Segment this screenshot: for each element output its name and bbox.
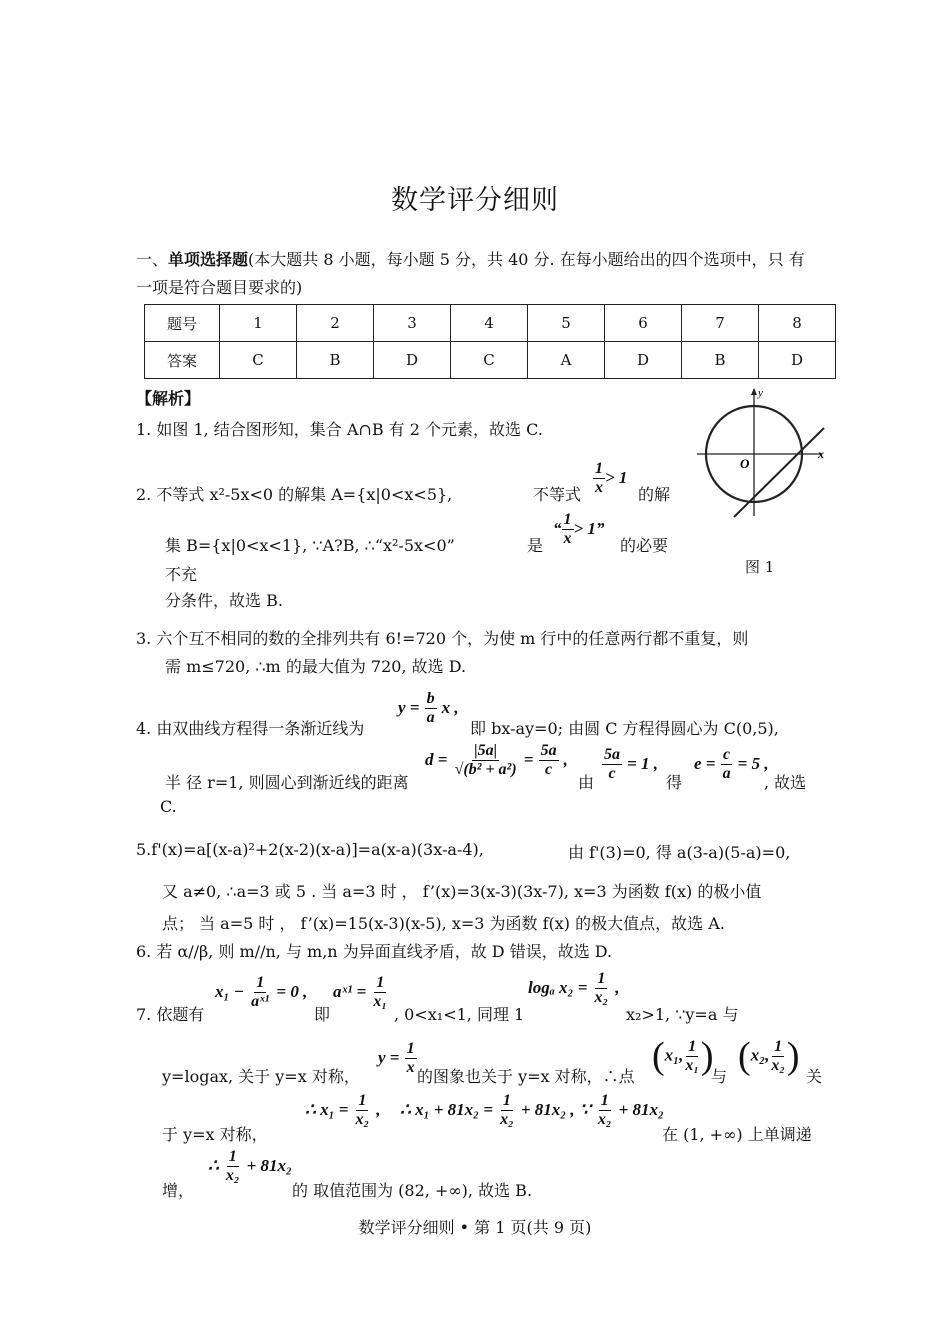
fraction	[453, 742, 519, 779]
denominator: aˣ¹	[251, 993, 270, 1010]
q7-equation-2	[333, 974, 389, 1011]
inequality-tail: > 1	[605, 468, 628, 487]
inequality-tail: > 1	[573, 519, 596, 538]
table-cell: D	[605, 342, 682, 379]
equation-part: ∵	[580, 1100, 591, 1119]
numerator: 1	[376, 974, 385, 991]
fraction	[683, 1038, 701, 1075]
figure-1-diagram	[694, 386, 834, 521]
denominator: x	[563, 530, 572, 547]
section-description: (本大题共 8 小题，每小题 5 分，共 40 分. 在每小题给出的四个选项中，只 有一项是符合题目要求的)	[136, 250, 805, 297]
equation-part: x₁ −	[215, 982, 244, 1001]
question-5-text: 由 f'(3)=0, 得 a(3-a)(5-a)=0,	[568, 843, 791, 862]
q7-equation-4	[378, 1040, 417, 1077]
numerator: 1	[774, 1037, 783, 1055]
page-footer: 数学评分细则 • 第 1 页(共 9 页)	[358, 1218, 592, 1237]
table-cell: 3	[374, 305, 451, 342]
question-2-line-1: 2. 不等式 x²-5x<0 的解集 A={x|0<x<5},	[136, 485, 453, 504]
question-7-text: 7. 依题有	[136, 1005, 205, 1024]
row-label-answer: 答案	[145, 342, 220, 379]
question-2-text: 不等式	[533, 485, 582, 504]
numerator: 1	[502, 1092, 511, 1109]
q7-equation-6	[400, 1092, 575, 1129]
fraction	[769, 1038, 787, 1075]
analysis-header: 【解析】	[136, 389, 201, 408]
q7-equation-8	[208, 1148, 292, 1185]
equation-part: ,	[615, 978, 620, 997]
table-cell: 6	[605, 305, 682, 342]
denominator: c	[608, 765, 616, 782]
eccentricity-equation	[694, 746, 769, 783]
q7-equation-3	[528, 970, 619, 1007]
quote-open: “	[553, 519, 562, 538]
equation-part: e =	[694, 754, 716, 773]
paren-close: )	[786, 1035, 800, 1077]
fraction	[371, 974, 389, 1011]
question-4-text: 即 bx-ay=0; 由圆 C 方程得圆心为 C(0,5),	[470, 719, 779, 738]
numerator: b	[426, 690, 435, 707]
q7-equation-1	[215, 974, 307, 1011]
equation-part: x ,	[441, 698, 459, 717]
question-2-line-2: 集 B={x|0<x<1}, ∵A?B, ∴“x²-5x<0”	[165, 536, 455, 555]
section-one-heading	[136, 246, 816, 302]
point-1	[652, 1034, 714, 1078]
question-2-text: 不充	[165, 565, 198, 584]
question-7-text: 的 取值范围为 (82, +∞), 故选 B.	[292, 1181, 533, 1200]
table-cell: C	[451, 342, 528, 379]
denominator: x₂	[597, 1111, 612, 1128]
question-7-text: 于 y=x 对称，	[162, 1125, 268, 1144]
question-7-text: 增，	[162, 1181, 195, 1200]
paren-open: (	[738, 1035, 751, 1077]
question-4-text: C.	[160, 797, 177, 816]
denominator: x₁	[373, 993, 387, 1010]
numerator: 1	[595, 460, 603, 477]
numerator: 5a	[604, 746, 620, 763]
quote-close: ”	[595, 519, 605, 538]
equation-part: + 81x₂	[618, 1100, 664, 1119]
question-7-text: x₂>1, ∵y=a 与	[626, 1005, 739, 1024]
equation-part: ∴ x₁ + 81x₂ =	[400, 1100, 494, 1119]
point-2	[738, 1034, 800, 1078]
denominator: x₂	[225, 1167, 240, 1184]
paren-open: (	[652, 1035, 665, 1077]
table-cell: 2	[297, 305, 374, 342]
equation-part: ∴	[208, 1156, 219, 1175]
equation-part: = 5 ,	[737, 754, 769, 773]
answer-table	[144, 304, 836, 379]
ratio-equation	[602, 746, 658, 783]
question-4-line-2: 半 径 r=1, 则圆心到渐近线的距离	[165, 773, 409, 792]
numerator: |5a|	[474, 742, 498, 759]
denominator: x	[406, 1059, 415, 1076]
fraction	[498, 1092, 516, 1129]
fraction	[354, 1092, 372, 1129]
denominator: c	[545, 761, 553, 778]
fraction	[405, 1040, 417, 1077]
table-cell: D	[374, 342, 451, 379]
denominator: a	[426, 709, 435, 726]
equation-part: = 0 ,	[276, 982, 308, 1001]
numerator: 1	[600, 1092, 609, 1109]
numerator: 1	[256, 974, 265, 991]
equation-part: + 81x₂	[246, 1156, 292, 1175]
question-5-line-1: 5.f'(x)=a[(x-a)²+2(x-2)(x-a)]=a(x-a)(3x-a-4),	[136, 840, 484, 859]
fraction	[539, 742, 559, 779]
asymptote-equation	[398, 690, 459, 727]
numerator: c	[723, 746, 731, 763]
line	[734, 428, 824, 517]
table-row-answers	[145, 342, 836, 379]
denominator: x₂	[771, 1056, 785, 1074]
equation-part: ,	[376, 1100, 381, 1119]
question-1: 1. 如图 1, 结合图形知，集合 A∩B 有 2 个元素，故选 C.	[136, 420, 543, 439]
equation-part: d =	[425, 750, 448, 769]
denominator: x₁	[685, 1056, 699, 1074]
table-cell: C	[220, 342, 297, 379]
numerator: 1	[358, 1092, 367, 1109]
numerator: 1	[228, 1148, 237, 1165]
question-7-text: y=logax, 关于 y=x 对称，	[162, 1067, 360, 1086]
y-axis-label: y	[758, 387, 763, 399]
denominator: x₂	[594, 989, 609, 1006]
equation-part: x₂,	[750, 1045, 770, 1065]
fraction	[721, 746, 733, 783]
question-5-line-3: 点； 当 a=5 时 ， f’(x)=15(x-3)(x-5), x=3 为函数 f(x) 的极大值点，故选 A.	[162, 914, 725, 933]
fraction	[425, 690, 437, 727]
q7-equation-7	[580, 1092, 664, 1129]
equation-part: + 81x₂ ,	[520, 1100, 575, 1119]
fraction	[224, 1148, 242, 1185]
numerator: 1	[597, 970, 606, 987]
figure-caption: 图 1	[745, 558, 775, 576]
y-axis-arrow	[751, 388, 757, 395]
question-2-text: 的必要	[620, 536, 669, 555]
equation-part: ,	[563, 750, 568, 769]
question-4-line-1: 4. 由双曲线方程得一条渐近线为	[136, 719, 365, 738]
question-7-text: 与	[711, 1067, 728, 1086]
table-cell: 8	[759, 305, 836, 342]
table-cell: 5	[528, 305, 605, 342]
fraction	[596, 1092, 614, 1129]
table-cell: 7	[682, 305, 759, 342]
x-axis-label: x	[818, 447, 824, 461]
denominator: a	[722, 765, 731, 782]
q7-equation-5	[305, 1092, 380, 1129]
fraction	[593, 460, 605, 497]
page-title: 数学评分细则	[391, 185, 559, 216]
table-cell: A	[528, 342, 605, 379]
denominator: x₂	[500, 1111, 514, 1128]
equation-part: x₁,	[664, 1045, 684, 1065]
question-2-text: 是	[527, 536, 544, 555]
question-2-line-3: 分条件，故选 B.	[165, 591, 283, 610]
numerator: 1	[406, 1040, 415, 1057]
question-4-text: , 故选	[764, 773, 807, 792]
table-cell: D	[759, 342, 836, 379]
question-4-text: 得	[666, 773, 683, 792]
fraction	[562, 511, 574, 548]
equation-part: logₐ x₂ =	[528, 978, 588, 997]
question-5-line-2: 又 a≠0, ∴a=3 或 5 . 当 a=3 时 ， f’(x)=3(x-3)(3x-7), x=3 为函数 f(x) 的极小值	[162, 882, 762, 901]
row-label-number: 题号	[145, 305, 220, 342]
inequality-1-over-x	[593, 460, 627, 497]
inequality-quoted	[553, 511, 604, 548]
equation-part: aˣ¹ =	[333, 982, 367, 1001]
table-cell: 4	[451, 305, 528, 342]
origin-label: O	[740, 456, 750, 471]
question-7-text: 关	[806, 1067, 823, 1086]
equation-part: y =	[398, 698, 420, 717]
distance-equation	[425, 742, 568, 779]
table-cell: B	[682, 342, 759, 379]
numerator: 1	[688, 1037, 697, 1055]
question-4-text: 由	[578, 773, 595, 792]
equation-part: =	[523, 750, 534, 769]
table-row-numbers	[145, 305, 836, 342]
question-7-text: 即	[314, 1005, 331, 1024]
fraction	[593, 970, 611, 1007]
question-3-line-1: 3. 六个互不相同的数的全排列共有 6!=720 个，为使 m 行中的任意两行都不重复，则	[136, 629, 749, 648]
question-7-text: , 0<x₁<1, 同理 1	[394, 1005, 525, 1024]
section-prefix: 一、	[136, 250, 169, 269]
question-6: 6. 若 α//β, 则 m//n, 与 m,n 为异面直线矛盾，故 D 错误，故选 D.	[136, 942, 613, 961]
equation-part: = 1 ,	[627, 754, 659, 773]
equation-part: ∴ x₁ =	[305, 1100, 349, 1119]
question-2-text: 的解	[638, 485, 671, 504]
table-cell: B	[297, 342, 374, 379]
fraction	[249, 974, 271, 1011]
denominator: x	[595, 479, 603, 496]
question-7-text: 的图象也关于 y=x 对称，∴点	[417, 1067, 635, 1086]
denominator: √(b² + a²)	[454, 761, 517, 778]
fraction	[602, 746, 622, 783]
question-7-text: 在 (1, +∞) 上单调递	[662, 1125, 812, 1144]
numerator: 1	[563, 511, 572, 528]
denominator: x₂	[355, 1111, 370, 1128]
table-cell: 1	[220, 305, 297, 342]
section-title: 单项选择题	[168, 250, 249, 269]
equation-part: y =	[378, 1048, 400, 1067]
numerator: 5a	[540, 742, 557, 759]
question-3-line-2: 需 m≤720, ∴m 的最大值为 720, 故选 D.	[165, 657, 467, 676]
paren-close: )	[700, 1035, 714, 1077]
